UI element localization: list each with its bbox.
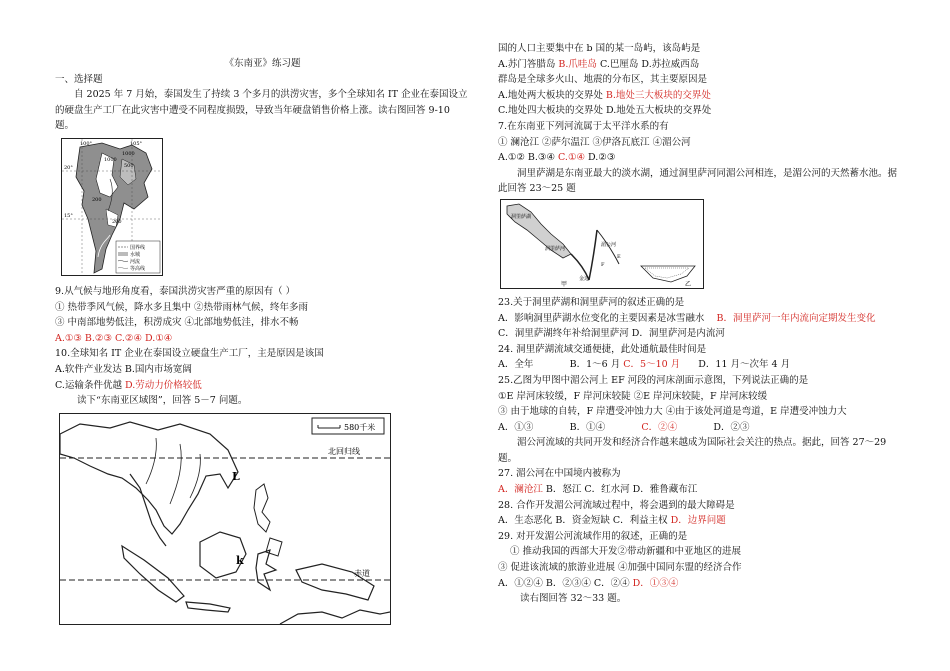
q25-option-c: C．②④: [641, 421, 678, 433]
thailand-map: [61, 138, 163, 276]
letter-k: k: [236, 553, 244, 567]
option-d: D.②③: [584, 152, 616, 164]
map-lat-label: 20°: [64, 164, 73, 171]
equator-label: 赤道: [354, 568, 370, 578]
q-volcano-stem: 群岛是全球多火山、地震的分布区，其主要原因是: [498, 74, 708, 86]
q9-answers: A.①③ B.②③ C.②④ D.①④: [55, 332, 173, 344]
q29-option-abc: A．①②④ B．②③④ C．②④: [498, 577, 633, 589]
q24-options: [498, 357, 903, 373]
q9-stem: 9.从气候与地形角度看，泰国洪涝灾害严重的原因有（ ）: [55, 285, 296, 297]
river-label: 洞里萨河: [545, 245, 566, 252]
option-a: A.苏门答腊岛: [498, 58, 559, 70]
map-contour-label: 500: [124, 162, 134, 169]
figure-label-jia: 甲: [561, 280, 568, 288]
map-legend: [116, 241, 160, 273]
legend-label: 等高线: [130, 265, 146, 272]
q29-option-d: D．①③④: [632, 577, 679, 589]
section-heading: 一、选择题: [55, 73, 103, 85]
map-lon-label: 105°: [130, 140, 143, 147]
q25-option-d: D．②③: [713, 421, 750, 433]
letter-l: L: [232, 469, 240, 483]
lake-intro: 洞里萨湖是东南亚最大的淡水湖，通过洞里萨河同湄公河相连，是湄公河的天然蓄水池。据此回答 23～25 题: [498, 167, 898, 195]
q27-option-a: A．澜沧江: [498, 484, 543, 496]
option-c: C.①④: [558, 152, 585, 164]
q10-options-1: A.软件产业发达 B.国内市场宽阔: [55, 363, 192, 375]
q-island-stem: 国的人口主要集中在 b 国的某一岛屿，该岛屿是: [498, 43, 701, 54]
q24-stem: 24. 洞里萨湖流域交通便捷，此处通航最佳时间是: [498, 343, 707, 355]
q28-options: [498, 513, 903, 529]
q25-line-2: ③ 由于地球的自转，F 岸遭受冲蚀力大 ④由于该处河道是弯道，E 岸遭受冲蚀力大: [498, 406, 847, 418]
map-lon-label: 100°: [80, 140, 93, 147]
q25-option-a: A．①③: [498, 421, 534, 433]
q29-options: [498, 576, 903, 592]
q27-stem: 27. 湄公河在中国境内被称为: [498, 468, 621, 480]
intro-paragraph: 自 2025 年 7 月始，泰国发生了持续 3 个多月的洪涝灾害，多个全球知名 IT 企业在泰国设立的硬盘生产工厂在此灾害中遭受不同程度损毁，导致当年硬盘销售价格上涨。读右图回答 9-10 题。: [55, 89, 468, 132]
legend-label: 国界线: [130, 244, 146, 251]
map-contour-label: 200: [92, 196, 102, 203]
left-column: [55, 0, 470, 625]
page-title: 《东南亚》练习题: [224, 58, 301, 69]
option-ab: A.①② B.③④: [498, 152, 558, 164]
q23-stem: 23.关于洞里萨湖和洞里萨河的叙述正确的是: [498, 296, 685, 308]
q7-stem: 7.在东南亚下列河流属于太平洋水系的有: [498, 120, 669, 132]
q7-items: ① 澜沧江 ②萨尔温江 ③伊洛瓦底江 ④湄公河: [498, 136, 691, 148]
map-contour-label: 200: [112, 218, 122, 225]
point-e: E: [617, 253, 621, 260]
scale-label: 580千米: [344, 422, 376, 432]
map-lat-label: 15°: [64, 212, 73, 219]
map-contour-label: 1000: [122, 150, 135, 157]
q10-stem: 10.全球知名 IT 企业在泰国设立硬盘生产工厂，主是原因是该国: [55, 348, 324, 360]
lake-label: 洞里萨湖: [511, 213, 532, 220]
q25-stem: 25.乙图为甲图中湄公河上 EF 河段的河床剖面示意图，下列说法正确的是: [498, 374, 809, 386]
q29-line-1: ① 推动我国的西部大开发②带动新疆和中亚地区的进展: [510, 546, 742, 558]
southeast-asia-map: [59, 413, 391, 625]
q27-options: [498, 482, 903, 498]
q7-answers: [498, 150, 903, 166]
q28-stem: 28. 合作开发湄公河流域过程中，将会遇到的最大障碍是: [498, 499, 735, 511]
q25-option-b: B．①④: [569, 421, 606, 433]
legend-label: 河流: [130, 258, 141, 265]
q28-option-d: D．边界问题: [670, 515, 726, 527]
q9-options-2: ③ 中南部地势低洼，积涝成灾 ④北部地势低洼，排水不畅: [55, 317, 299, 329]
q24-option-c: C．5～10 月: [623, 359, 681, 371]
q23-option-a: A．影响洞里萨湖水位变化的主要因素是冰雪融水: [498, 312, 705, 324]
q29-stem: 29. 对开发湄公河流域作用的叙述，正确的是: [498, 530, 688, 542]
q23-options-2: C．洞里萨湖终年补给洞里萨河 D．洞里萨河是内流河: [498, 328, 725, 340]
q10-option-c: C.运输条件优越: [55, 379, 125, 391]
q25-options: [498, 420, 903, 436]
mekong-label: 湄公河: [601, 241, 617, 248]
q-island-options: [498, 57, 903, 73]
read-map-instruction-1: 读下“东南亚区域图”，回答 5－7 问题。: [77, 395, 248, 407]
right-column: [498, 0, 903, 607]
q27-option-rest: B．怒江 C．红水河 D．雅鲁藏布江: [542, 484, 698, 496]
q10-option-d: D.劳动力价格较低: [124, 379, 202, 391]
q25-line-1: ①E 岸河床较缓，F 岸河床较陡 ②E 岸河床较陡，F 岸河床较缓: [498, 390, 768, 402]
q24-option-d: D．11 月～次年 4 月: [698, 359, 791, 371]
q-volcano-options-1: [498, 88, 903, 104]
q10-options-2: [55, 378, 470, 394]
city-label: 金边: [579, 275, 590, 282]
q28-option-abc: A．生态恶化 B．资金短缺 C．利益主权: [498, 515, 671, 527]
q24-option-b: B．1～6 月: [569, 359, 621, 371]
mekong-intro: 湄公河流域的共同开发和经济合作越来越成为国际社会关注的热点。据此，回答 27～29 题。: [498, 437, 887, 464]
tonle-sap-map: [500, 199, 704, 289]
map-scale: [312, 418, 384, 434]
q29-line-2: ③ 促进该流域的旅游业进展 ④加强中国同东盟的经济合作: [498, 562, 742, 574]
option-b: B.地处三大板块的交界处: [605, 89, 711, 101]
q9-options-1: ① 热带季风气候，降水多且集中 ②热带雨林气候，终年多雨: [55, 301, 309, 313]
option-cd: C.巴厘岛 D.苏拉威西岛: [596, 58, 700, 70]
legend-label: 水城: [130, 251, 141, 258]
map-contour-label: 1000: [104, 156, 117, 163]
option-a: A.地处两大板块的交界处: [498, 89, 606, 101]
point-f: F: [601, 261, 605, 268]
q24-option-a: A．全年: [498, 359, 534, 371]
figure-label-yi: 乙: [685, 280, 692, 288]
read-map-instruction-2: 读右图回答 32～33 题。: [520, 593, 627, 605]
tropic-label: 北回归线: [328, 446, 360, 456]
q23-options-1: [498, 311, 903, 327]
option-b: B.爪哇岛: [558, 58, 597, 70]
q23-option-b: B．洞里萨河一年内流向定期发生变化: [716, 312, 876, 324]
q-volcano-options-2: C.地处四大板块的交界处 D.地处五大板块的交界处: [498, 105, 712, 117]
